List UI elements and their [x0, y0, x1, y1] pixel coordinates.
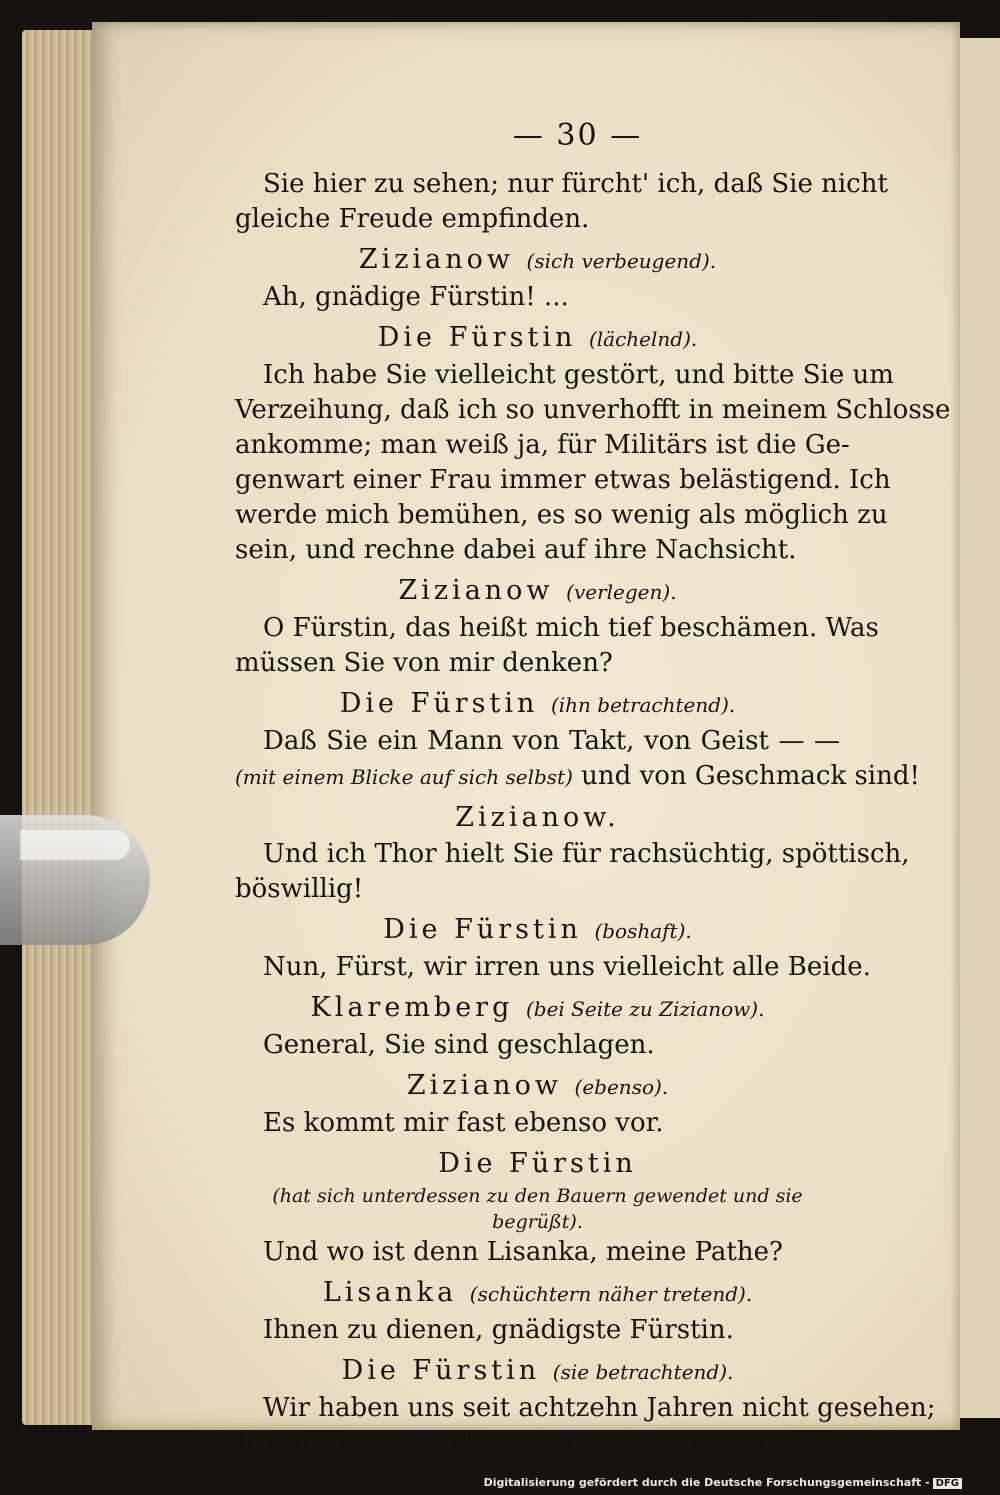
text-line: werde mich bemühen, es so wenig als möglich zu	[235, 500, 888, 530]
text-line: General, Sie sind geschlagen.	[263, 1030, 655, 1060]
stage-direction: (mit einem Blicke auf sich selbst)	[235, 765, 573, 789]
stage-direction: (bei Seite zu Zizianow).	[525, 997, 765, 1021]
stage-direction: (ihn betrachtend).	[550, 693, 736, 717]
text-line: müssen Sie von mir denken?	[235, 648, 613, 678]
speaker-heading	[235, 991, 840, 1026]
speaker-name: Die Fürstin	[383, 914, 582, 945]
page-clip-highlight	[20, 830, 130, 860]
text-fragment: und von Geschmack sind!	[572, 761, 920, 791]
facing-page-edge	[960, 38, 1000, 1418]
speaker-heading	[235, 1069, 840, 1104]
text-line: du wirst mich wohl nicht wieder erkennen.	[235, 1428, 803, 1458]
text-line: Wir haben uns seit achtzehn Jahren nicht gesehen;	[263, 1393, 936, 1423]
page-edges	[22, 30, 102, 1425]
digitization-footer	[484, 1476, 962, 1489]
speaker-name: Zizianow	[358, 244, 514, 275]
text-line: Nun, Fürst, wir irren uns vielleicht alle Beide.	[263, 952, 871, 982]
speaker-name: Lisanka	[322, 1277, 458, 1308]
stage-direction: (boshaft).	[594, 919, 692, 943]
text-line: genwart einer Frau immer etwas belästigend. Ich	[235, 465, 891, 495]
footer-text: Digitalisierung gefördert durch die Deutsche Forschungsgemeinschaft -	[483, 1476, 930, 1489]
speaker-name: Die Fürstin	[377, 322, 577, 353]
speaker-heading	[235, 913, 840, 948]
stage-direction-line: (hat sich unterdessen zu den Bauern gewendet und sie begrüßt).	[272, 1185, 803, 1233]
text-line: böswillig!	[235, 874, 364, 904]
text-line: Ich habe Sie vielleicht gestört, und bitte Sie um	[263, 360, 894, 390]
stage-direction: (schüchtern näher tretend).	[469, 1282, 753, 1306]
speaker-heading	[235, 1354, 840, 1389]
speaker-heading	[235, 687, 840, 722]
speaker-heading	[235, 801, 840, 835]
text-line: Verzeihung, daß ich so unverhofft in meinem Schlosse	[235, 395, 951, 425]
speaker-name: Die Fürstin	[341, 1355, 541, 1386]
text-line	[235, 759, 920, 795]
text-line: Ihnen zu dienen, gnädigste Fürstin.	[263, 1315, 734, 1345]
speaker-heading	[235, 1147, 840, 1181]
speaker-name: Zizianow.	[455, 802, 620, 833]
speaker-name: Die Fürstin	[339, 688, 539, 719]
text-line: O Fürstin, das heißt mich tief beschämen. Was	[263, 613, 879, 643]
page-text	[235, 118, 951, 1461]
speaker-heading	[235, 1276, 840, 1311]
stage-direction: (sie betrachtend).	[552, 1360, 734, 1384]
text-line: ankomme; man weiß ja, für Militärs ist die Ge-	[235, 430, 850, 460]
text-line: Und wo ist denn Lisanka, meine Pathe?	[263, 1237, 783, 1267]
dfg-logo: DFG	[933, 1478, 962, 1489]
text-line: Sie hier zu sehen; nur fürcht' ich, daß Sie nicht	[263, 169, 888, 199]
stage-direction: (sich verbeugend).	[526, 249, 717, 273]
speaker-name: Zizianow	[398, 575, 554, 606]
text-line: gleiche Freude empfinden.	[235, 204, 590, 234]
text-line: sein, und rechne dabei auf ihre Nachsicht.	[235, 535, 797, 565]
speaker-heading	[235, 321, 840, 356]
speaker-name: Die Fürstin	[438, 1148, 637, 1179]
text-line: Es kommt mir fast ebenso vor.	[263, 1108, 664, 1138]
page-number: — 30 —	[512, 118, 643, 153]
text-line: Und ich Thor hielt Sie für rachsüchtig, spöttisch,	[263, 839, 910, 869]
dialogue-blocks	[235, 167, 951, 1461]
stage-direction: (verlegen).	[566, 580, 677, 604]
speaker-heading	[235, 574, 840, 609]
text-line: Daß Sie ein Mann von Takt, von Geist — —	[263, 726, 840, 756]
stage-direction: (lächelnd).	[588, 327, 698, 351]
speaker-heading	[235, 243, 840, 278]
stage-direction: (ebenso).	[574, 1075, 669, 1099]
speaker-name: Klaremberg	[310, 992, 514, 1023]
speaker-name: Zizianow	[406, 1070, 562, 1101]
text-line: Ah, gnädige Fürstin! ...	[263, 282, 569, 312]
